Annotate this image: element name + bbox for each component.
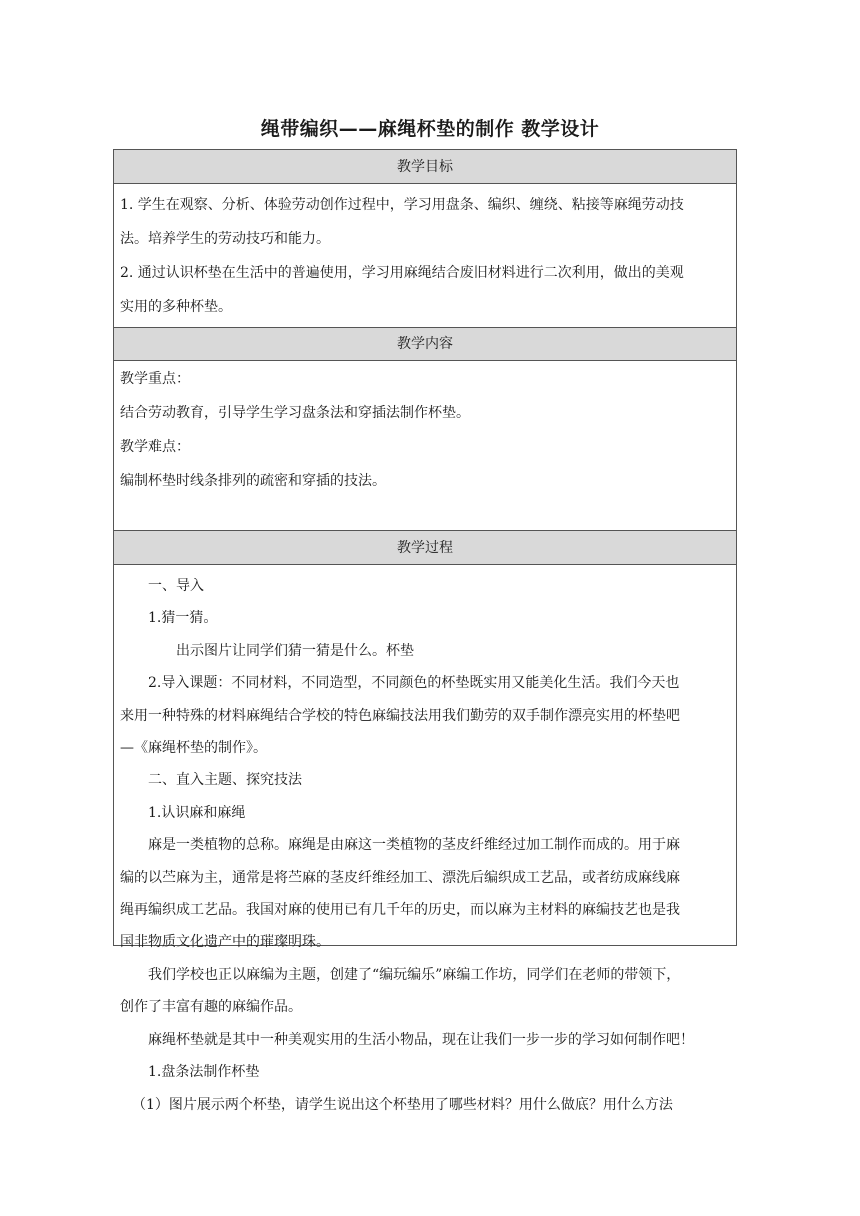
goals-line: 2. 通过认识杯垫在生活中的普遍使用，学习用麻绳结合废旧材料进行二次利用，做出的美观 xyxy=(120,265,684,281)
content-header: 教学内容 xyxy=(114,328,736,361)
process-line: 我们学校也正以麻编为主题，创建了“编玩编乐”麻编工作坊，同学们在老师的带领下， xyxy=(148,966,681,983)
process-header: 教学过程 xyxy=(114,531,736,565)
document-title: 绳带编织——麻绳杯垫的制作 教学设计 xyxy=(260,118,600,140)
content-body xyxy=(114,361,736,531)
process-line: （1）图片展示两个杯垫，请学生说出这个杯垫用了哪些材料？用什么做底？用什么方法 xyxy=(132,1096,673,1113)
goals-line: 法。培养学生的劳动技巧和能力。 xyxy=(120,231,330,247)
goals-line: 实用的多种杯垫。 xyxy=(120,299,232,315)
process-line: 编的以苎麻为主，通常是将苎麻的茎皮纤维经加工、漂洗后编织成工艺品，或者纺成麻线麻 xyxy=(120,869,680,886)
process-line: 麻是一类植物的总称。麻绳是由麻这一类植物的茎皮纤维经过加工制作而成的。用于麻 xyxy=(148,837,680,854)
content-line: 结合劳动教育，引导学生学习盘条法和穿插法制作杯垫。 xyxy=(120,405,470,421)
content-line: 编制杯垫时线条排列的疏密和穿插的技法。 xyxy=(120,473,386,489)
goals-body xyxy=(114,184,736,328)
content-line: 教学难点： xyxy=(120,439,190,455)
process-line: 1.认识麻和麻绳 xyxy=(148,804,246,821)
process-line: —《麻绳杯垫的制作》。 xyxy=(120,740,267,757)
process-heading: 一、导入 xyxy=(148,578,204,594)
content-line: 教学重点： xyxy=(120,371,190,387)
lesson-plan-table xyxy=(113,149,737,1113)
process-body xyxy=(114,565,736,1113)
process-line: 绳再编织成工艺品。我国对麻的使用已有几千年的历史，而以麻为主材料的麻编技艺也是我 xyxy=(120,902,680,919)
process-line: 出示图片让同学们猜一猜是什么。杯垫 xyxy=(176,642,414,659)
process-line: 1.猜一猜。 xyxy=(148,610,218,627)
process-heading: 二、直入主题、探究技法 xyxy=(148,772,302,789)
process-line: 麻绳杯垫就是其中一种美观实用的生活小物品，现在让我们一步一步的学习如何制作吧！ xyxy=(148,1031,694,1048)
goals-line: 1. 学生在观察、分析、体验劳动创作过程中，学习用盘条、编织、缠绕、粘接等麻绳劳动技 xyxy=(120,197,684,213)
process-line: 国非物质文化遗产中的璀璨明珠。 xyxy=(120,934,330,951)
process-line: 1.盘条法制作杯垫 xyxy=(148,1064,260,1081)
process-line: 来用一种特殊的材料麻绳结合学校的特色麻编技法用我们勤劳的双手制作漂亮实用的杯垫吧 xyxy=(120,707,680,724)
goals-header: 教学目标 xyxy=(114,150,736,184)
process-line: 创作了丰富有趣的麻编作品。 xyxy=(120,999,302,1016)
process-line: 2.导入课题：不同材料，不同造型，不同颜色的杯垫既实用又能美化生活。我们今天也 xyxy=(148,675,680,692)
